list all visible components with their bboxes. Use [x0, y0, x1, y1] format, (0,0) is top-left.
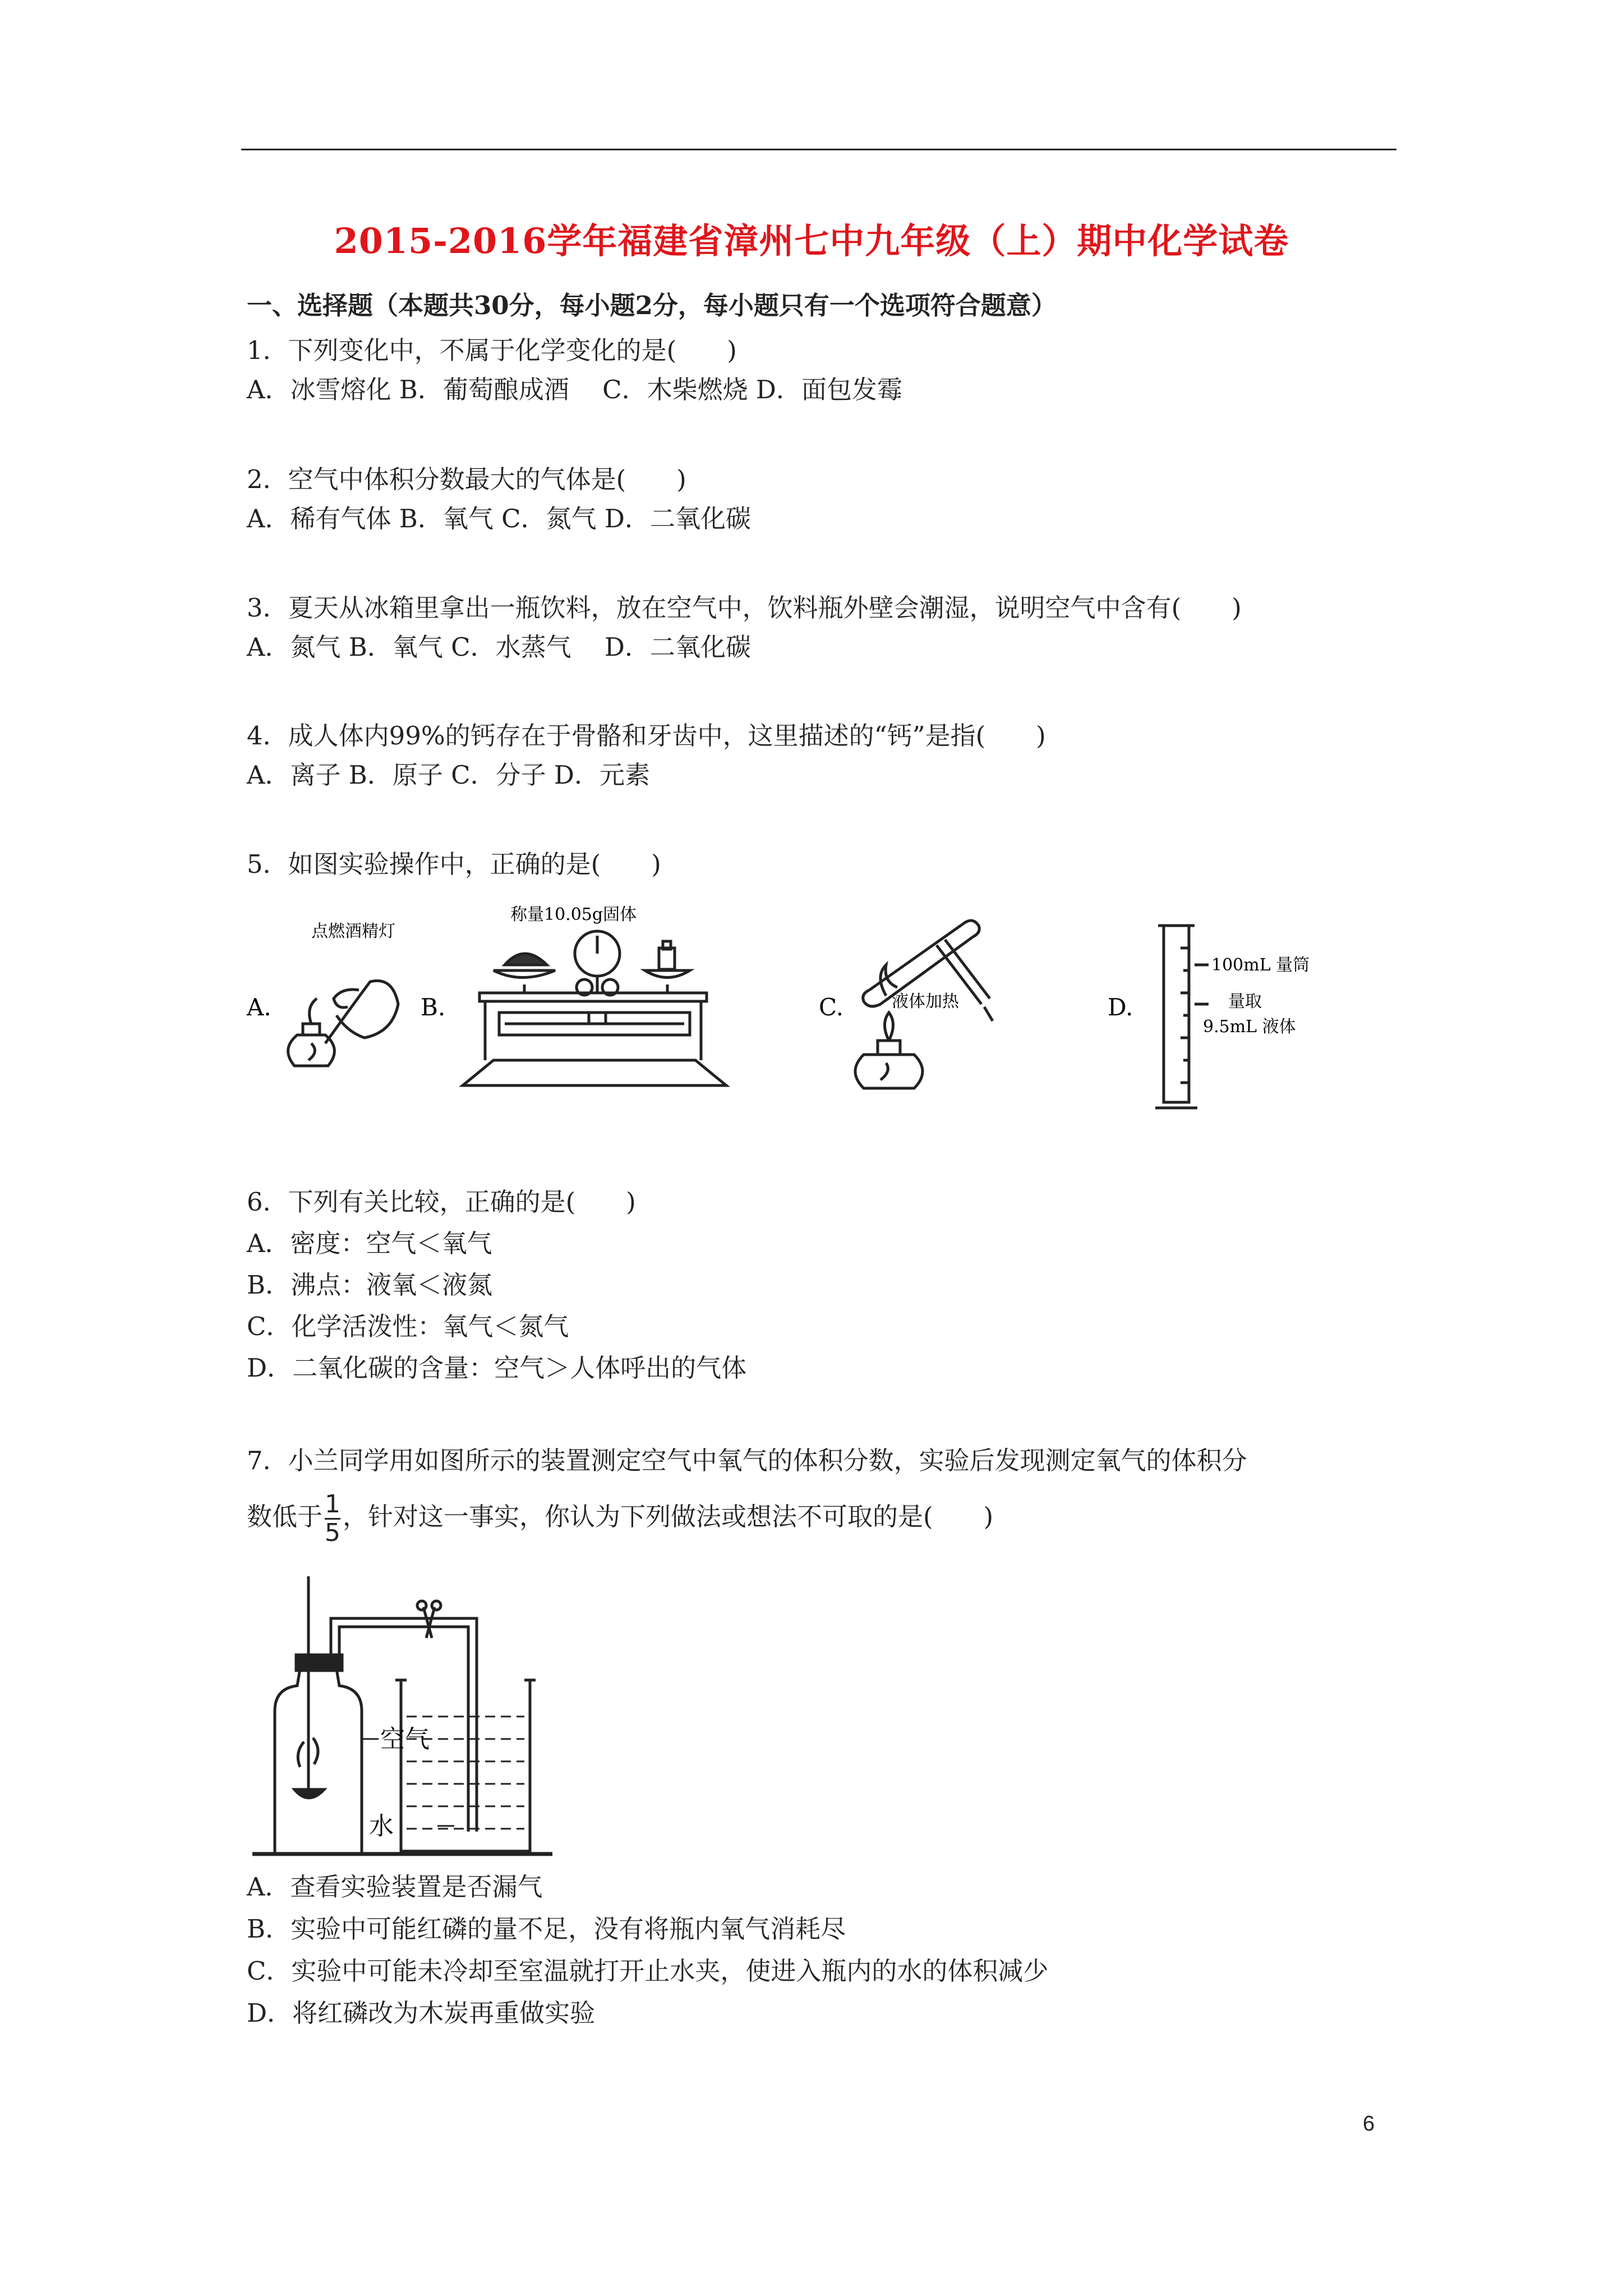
figure-air-label: 空气: [380, 1725, 430, 1754]
question-7-stem-post: ，针对这一事实，你认为下列做法或想法不可取的是( ): [343, 1502, 994, 1531]
question-5-figures: [241, 892, 1396, 1116]
figure-d-caption-2: 量取: [1228, 992, 1262, 1011]
fraction-denominator: 5: [325, 1519, 341, 1547]
fraction-numerator: 1: [325, 1490, 341, 1519]
question-2-stem: 2．空气中体积分数最大的气体是( ): [247, 464, 686, 494]
question-7-stem-pre: 数低于: [247, 1502, 323, 1531]
question-3-options: A．氮气 B．氧气 C．水蒸气 D．二氧化碳: [247, 632, 751, 662]
question-4-stem: 4．成人体内99%的钙存在于骨骼和牙齿中，这里描述的“钙”是指( ): [247, 721, 1046, 751]
header-rule: [241, 149, 1396, 150]
question-7-stem-line-2: [247, 1492, 993, 1545]
oxygen-measurement-apparatus: [241, 1571, 578, 1862]
figure-b-caption: 称量10.05g固体: [510, 905, 637, 924]
option-b-label: B.: [421, 993, 446, 1021]
question-3-stem: 3．夏天从冰箱里拿出一瓶饮料，放在空气中，饮料瓶外壁会潮湿，说明空气中含有( ): [247, 593, 1242, 623]
question-7-option-a: A．查看实验装置是否漏气: [247, 1872, 543, 1902]
question-7-option-b: B．实验中可能红磷的量不足，没有将瓶内氧气消耗尽: [247, 1914, 846, 1944]
option-a-label: A.: [247, 993, 271, 1021]
figure-c-caption: 液体加热: [892, 992, 959, 1011]
question-6-option-b: B．沸点：液氧＜液氮: [247, 1270, 493, 1300]
question-6-option-c: C．化学活泼性：氧气＜氮气: [247, 1312, 569, 1341]
balance-figure: [463, 931, 726, 1085]
section-heading: 一、选择题（本题共30分，每小题2分，每小题只有一个选项符合题意）: [247, 291, 1057, 320]
alcohol-lamp-figure: [288, 981, 398, 1066]
graduated-cylinder-figure: [1155, 926, 1209, 1108]
figure-d-caption-3: 9.5mL 液体: [1203, 1017, 1296, 1037]
page-number: 6: [1363, 2112, 1375, 2136]
figure-a-caption: 点燃酒精灯: [311, 922, 395, 941]
question-6-option-d: D．二氧化碳的含量：空气＞人体呼出的气体: [247, 1353, 747, 1383]
question-7-option-c: C．实验中可能未冷却至室温就打开止水夹，使进入瓶内的水的体积减少: [247, 1956, 1049, 1986]
option-c-label: C.: [819, 993, 843, 1021]
figure-water-label: 水: [369, 1812, 394, 1841]
question-1-stem: 1．下列变化中，不属于化学变化的是( ): [247, 335, 737, 365]
question-1-options: A．冰雪熔化 B．葡萄酿成酒 C．木柴燃烧 D．面包发霉: [247, 375, 902, 404]
question-4-options: A．离子 B．原子 C．分子 D．元素: [247, 760, 650, 790]
question-6-option-a: A．密度：空气＜氧气: [247, 1228, 492, 1258]
fraction-one-fifth: [325, 1492, 340, 1545]
figure-d-caption-1: 100mL 量筒: [1211, 955, 1310, 975]
question-7-option-d: D．将红磷改为木炭再重做实验: [247, 1998, 596, 2028]
option-d-label: D.: [1108, 993, 1133, 1021]
question-5-stem: 5．如图实验操作中，正确的是( ): [247, 849, 661, 879]
question-6-stem: 6．下列有关比较，正确的是( ): [247, 1187, 636, 1217]
question-7-stem: 7．小兰同学用如图所示的装置测定空气中氧气的体积分数，实验后发现测定氧气的体积分: [247, 1446, 1247, 1475]
question-2-options: A．稀有气体 B．氧气 C．氮气 D．二氧化碳: [247, 504, 751, 533]
page-title: 2015-2016学年福建省漳州七中九年级（上）期中化学试卷: [334, 220, 1289, 261]
